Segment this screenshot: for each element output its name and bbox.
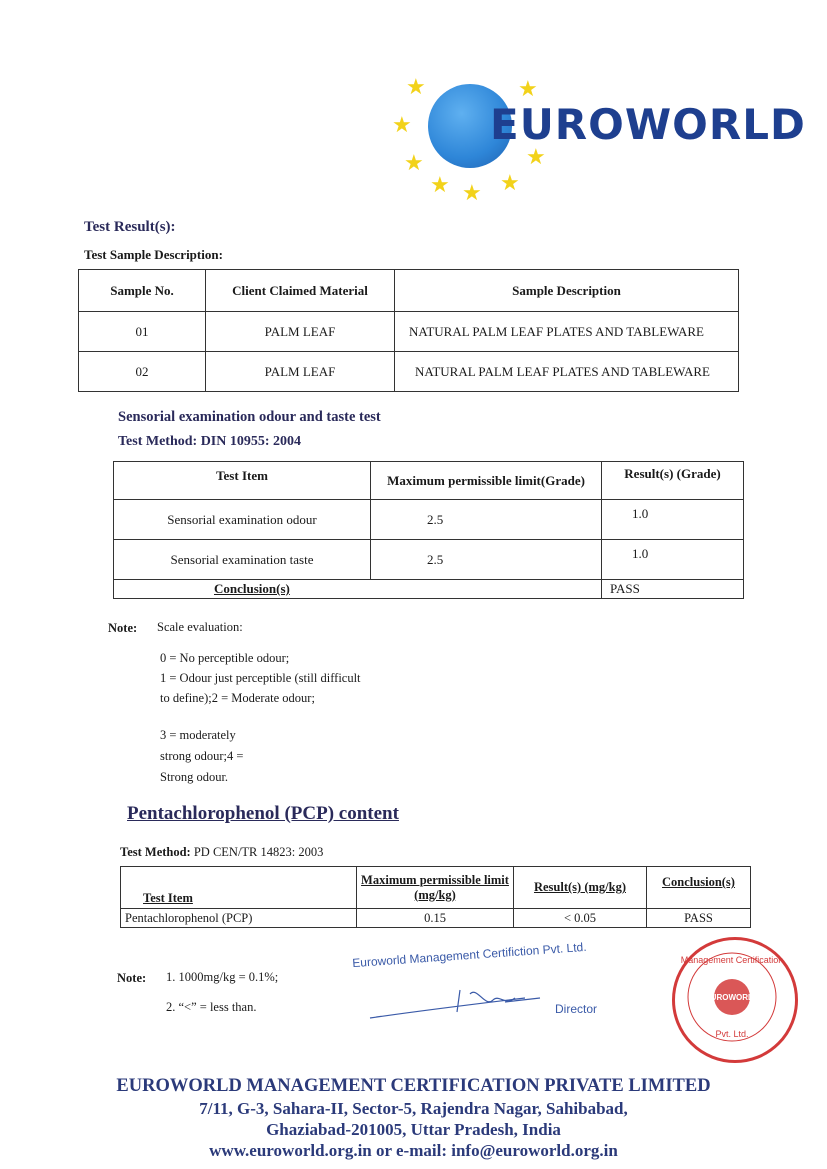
table-cell: PASS [647,909,751,928]
header-cell: Client Claimed Material [206,270,395,312]
svg-text:Pvt. Ltd.: Pvt. Ltd. [715,1029,749,1039]
pcp-table [120,866,751,928]
sensorial-title: Sensorial examination odour and taste test [118,409,381,425]
signature-icon [365,980,565,1025]
table-header-row [79,270,739,312]
conclusion-row [114,580,744,599]
table-cell: PALM LEAF [206,352,395,392]
note-line: to define);2 = Moderate odour; [160,691,315,705]
footer-address-2: Ghaziabad-201005, Uttar Pradesh, India [266,1120,561,1139]
table-row [79,352,739,392]
star-icon: ★ [526,144,546,169]
header-cell: Maximum permissible limit (mg/kg) [357,867,514,909]
star-icon: ★ [404,150,424,175]
table-header-row [114,462,744,500]
note-line: 2. “<” = less than. [166,1000,257,1014]
note-label: Note: [108,621,138,635]
star-icon: ★ [406,74,426,99]
star-icon: ★ [430,172,450,197]
signature-role: Director [555,1002,598,1016]
note-line: strong odour;4 = [160,749,244,763]
table-row [114,500,744,540]
table-cell: 2.5 [371,500,602,540]
note-line: 0 = No perceptible odour; [160,651,290,665]
note-line: Strong odour. [160,770,229,784]
header-cell: Result(s) (mg/kg) [514,867,647,909]
note-line: 1 = Odour just perceptible (still difficult [160,671,361,685]
sensorial-method: Test Method: DIN 10955: 2004 [118,434,302,449]
star-icon: ★ [392,112,412,137]
note-label: Note: [117,971,147,985]
star-icon: ★ [518,76,538,101]
header-cell: Maximum permissible limit(Grade) [371,462,602,500]
table-cell: 02 [79,352,206,392]
svg-text:Management Certification: Management Certification [680,955,784,965]
table-cell: Pentachlorophenol (PCP) [121,909,357,928]
note-line: 3 = moderately [160,728,236,742]
company-stamp [672,937,798,1063]
conclusion-label: Conclusion(s) [114,580,602,599]
footer-contact: www.euroworld.org.in or e-mail: info@euroworld.org.in [209,1141,618,1160]
pcp-title: Pentachlorophenol (PCP) content [127,803,399,824]
footer-company: EUROWORLD MANAGEMENT CERTIFICATION PRIVATE LIMITED [116,1076,711,1096]
logo-text: EUROWORLD [490,100,806,149]
signature-company: Euroworld Management Certifiction Pvt. Ltd. [351,939,587,971]
sample-table [78,269,739,392]
header-cell: Result(s) (Grade) [602,462,744,500]
header-cell: Sample Description [395,270,739,312]
table-cell: Sensorial examination taste [114,540,371,580]
stamp-seal-icon [672,937,792,1057]
test-results-heading: Test Result(s): [84,219,176,235]
table-cell: NATURAL PALM LEAF PLATES AND TABLEWARE [395,312,739,352]
svg-text:EUROWORLD: EUROWORLD [705,993,759,1002]
header-cell: Test Item [121,867,357,909]
table-cell: 01 [79,312,206,352]
table-cell: < 0.05 [514,909,647,928]
table-cell: PALM LEAF [206,312,395,352]
note-line: Scale evaluation: [157,620,243,634]
pcp-method: Test Method: PD CEN/TR 14823: 2003 [120,845,324,859]
conclusion-value: PASS [602,580,744,599]
euroworld-logo [390,70,806,210]
table-cell: Sensorial examination odour [114,500,371,540]
header-cell: Test Item [114,462,371,500]
star-icon: ★ [462,180,482,205]
table-header-row [121,867,751,909]
sample-description-heading: Test Sample Description: [84,247,223,262]
table-row [121,909,751,928]
sensorial-table [113,461,744,599]
table-row [114,540,744,580]
header-cell: Conclusion(s) [647,867,751,909]
note-line: 1. 1000mg/kg = 0.1%; [166,970,279,984]
table-cell: 1.0 [602,500,744,540]
table-row [79,312,739,352]
table-cell: 1.0 [602,540,744,580]
header-cell: Sample No. [79,270,206,312]
table-cell: 2.5 [371,540,602,580]
star-icon: ★ [500,170,520,195]
footer-address-1: 7/11, G-3, Sahara-II, Sector-5, Rajendra Nagar, Sahibabad, [199,1099,628,1118]
table-cell: NATURAL PALM LEAF PLATES AND TABLEWARE [395,352,739,392]
table-cell: 0.15 [357,909,514,928]
